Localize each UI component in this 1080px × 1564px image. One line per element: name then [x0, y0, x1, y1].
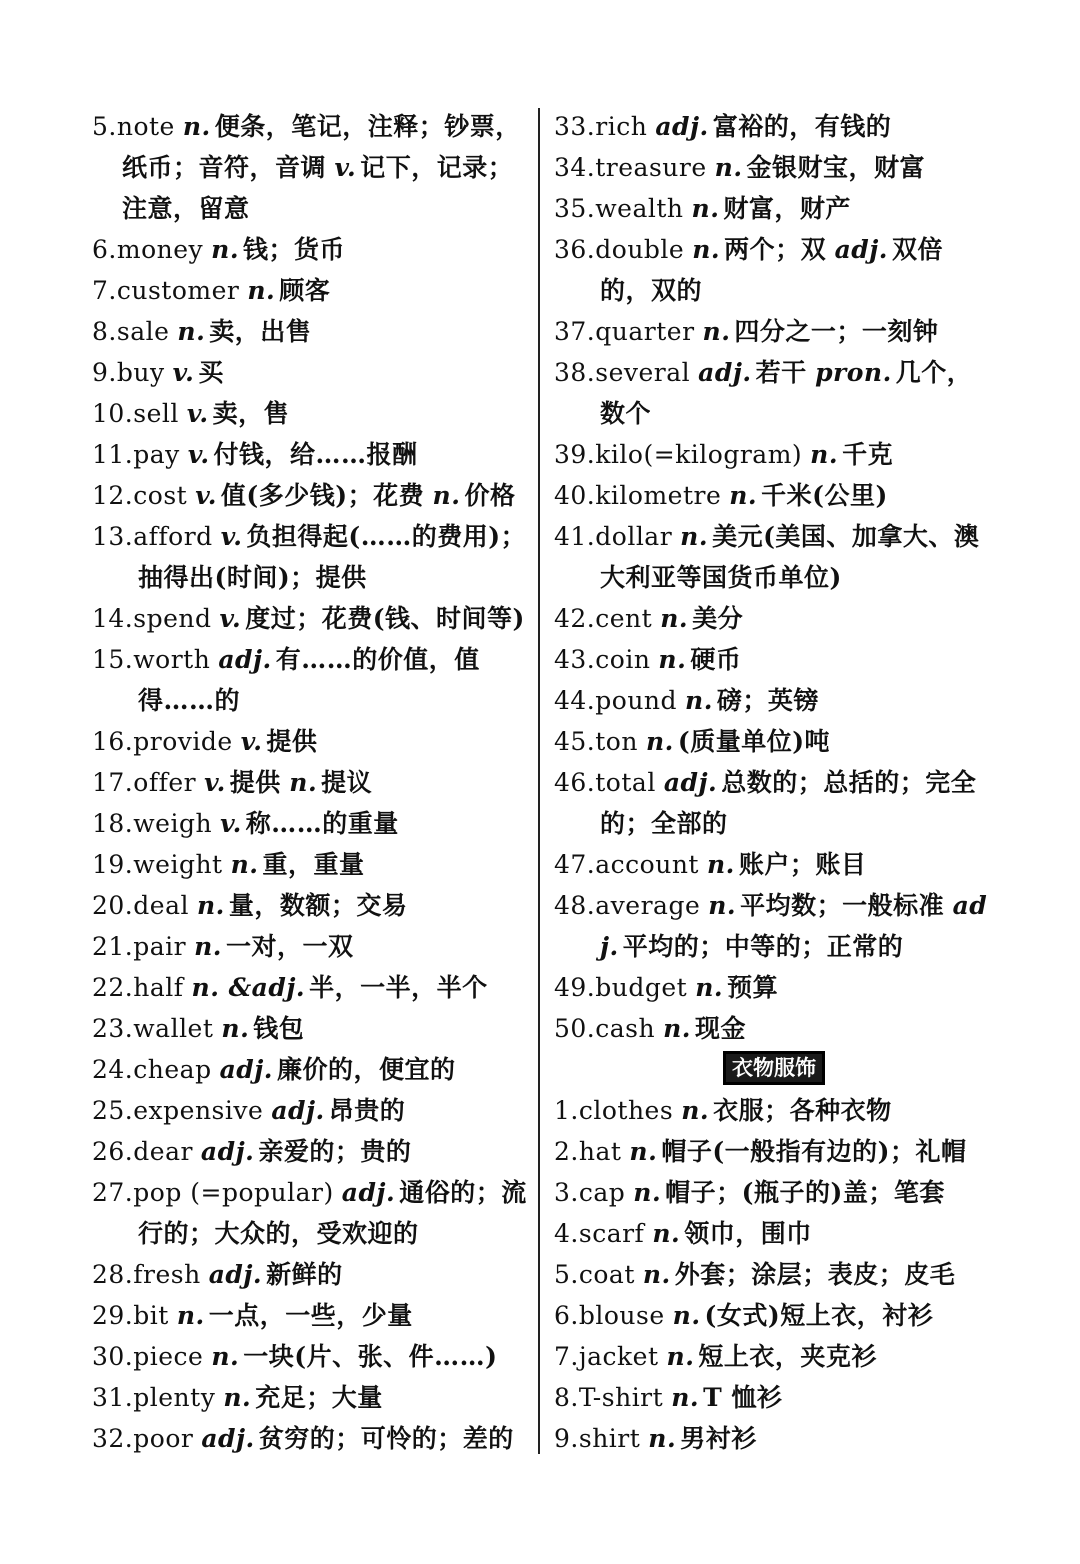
vocab-entry [92, 393, 532, 434]
entry-word: average [595, 891, 701, 920]
entry-word: wallet [133, 1014, 214, 1043]
entry-number: 49. [554, 973, 596, 1002]
entry-word: expensive [133, 1096, 264, 1125]
part-of-speech: adj. [271, 1096, 325, 1125]
part-of-speech: adj. [663, 768, 718, 797]
entry-number: 38. [554, 358, 596, 387]
entry-meaning: 顾客 [279, 276, 331, 305]
entry-meaning: 亲爱的；贵的 [258, 1137, 412, 1166]
entry-meaning: 钱包 [253, 1014, 305, 1043]
entry-meaning: T 恤衫 [703, 1383, 783, 1412]
vocab-entry [92, 598, 532, 639]
vocab-entry [554, 967, 994, 1008]
entry-word: treasure [595, 153, 707, 182]
part-of-speech: n. [194, 932, 223, 961]
vocab-entry [92, 1418, 532, 1459]
part-of-speech: n. [196, 891, 225, 920]
entry-meaning: 充足；大量 [255, 1383, 383, 1412]
vocab-entry [554, 1336, 994, 1377]
entry-meaning: 值(多少钱)；花费 [220, 481, 425, 510]
entry-meaning: 短上衣，夹克衫 [698, 1342, 877, 1371]
part-of-speech: n. [695, 973, 724, 1002]
part-of-speech: n. [714, 153, 743, 182]
entry-word: cost [133, 481, 188, 510]
part-of-speech: n. [671, 1383, 700, 1412]
part-of-speech: n. &adj. [191, 973, 306, 1002]
entry-meaning: 账户；账目 [738, 850, 867, 879]
entry-number: 27. [92, 1178, 134, 1207]
entry-meaning: 外套；涂层；表皮；皮毛 [674, 1260, 956, 1289]
entry-meaning: 预算 [727, 973, 779, 1002]
entry-number: 43. [554, 645, 596, 674]
entry-number: 9. [92, 358, 117, 387]
entry-word: dear [133, 1137, 193, 1166]
entry-word: kilo(=kilogram) [595, 440, 803, 469]
entry-meaning: 帽子；(瓶子的)盖；笔套 [665, 1178, 945, 1207]
entry-word: wealth [595, 194, 684, 223]
vocab-entry [92, 1377, 532, 1418]
entry-word: poor [133, 1424, 194, 1453]
entry-word: quarter [595, 317, 695, 346]
entry-number: 46. [554, 768, 596, 797]
entry-meaning: 半，一半，半个 [309, 973, 488, 1002]
entry-number: 26. [92, 1137, 134, 1166]
entry-word: cheap [133, 1055, 212, 1084]
entry-meaning: 四分之一；一刻钟 [734, 317, 939, 346]
entry-meaning: 度过；花费(钱、时间等) [245, 604, 525, 633]
part-of-speech: adj. [200, 1137, 255, 1166]
entry-word: buy [116, 358, 165, 387]
part-of-speech: n. [652, 1219, 681, 1248]
part-of-speech: n. [645, 727, 674, 756]
part-of-speech: n. [633, 1178, 662, 1207]
entry-word: deal [133, 891, 189, 920]
right-column [554, 106, 994, 1459]
part-of-speech: n. [642, 1260, 671, 1289]
vocab-entry [92, 926, 532, 967]
entry-number: 6. [92, 235, 117, 264]
entry-meaning: 卖，售 [212, 399, 290, 428]
entry-word: pay [133, 440, 180, 469]
entry-word: jacket [578, 1342, 659, 1371]
part-of-speech: n. [648, 1424, 677, 1453]
entry-meaning: 两个；双 [724, 235, 827, 264]
entry-meaning: 重，重量 [262, 850, 365, 879]
part-of-speech: adj. [201, 1424, 255, 1453]
entry-number: 22. [92, 973, 134, 1002]
entry-meaning: 金银财宝，财富 [746, 153, 926, 182]
entry-meaning: 便条，笔记，注释；钞票，纸币；音符，音调 [122, 112, 521, 182]
vocab-entry [92, 1090, 532, 1131]
entry-word: spend [133, 604, 212, 633]
part-of-speech: v. [220, 809, 242, 838]
part-of-speech: n. [810, 440, 839, 469]
entry-meaning: 富裕的，有钱的 [712, 112, 892, 141]
vocab-entry [92, 270, 532, 311]
entry-number: 37. [554, 317, 596, 346]
vocab-entry [554, 1213, 994, 1254]
part-of-speech: n. [672, 1301, 701, 1330]
entry-number: 5. [554, 1260, 579, 1289]
entry-meaning: 男衬衫 [680, 1424, 757, 1453]
part-of-speech: n. [691, 194, 720, 223]
part-of-speech: n. [708, 891, 737, 920]
vocab-entry [554, 1295, 994, 1336]
entry-number: 35. [554, 194, 596, 223]
entry-word: provide [133, 727, 233, 756]
vocab-entry [92, 1295, 532, 1336]
entry-number: 20. [92, 891, 134, 920]
entry-word: afford [133, 522, 213, 551]
entry-number: 23. [92, 1014, 134, 1043]
entry-word: cash [595, 1014, 656, 1043]
entry-number: 7. [554, 1342, 579, 1371]
entry-word: plenty [133, 1383, 216, 1412]
entry-number: 32. [92, 1424, 134, 1453]
entry-meaning: 一点，一些，少量 [208, 1301, 413, 1330]
part-of-speech: n. [706, 850, 735, 879]
vocab-entry [92, 844, 532, 885]
entry-word: bit [133, 1301, 169, 1330]
part-of-speech: n. [176, 1301, 205, 1330]
entry-word: worth [133, 645, 211, 674]
entry-word: double [595, 235, 685, 264]
entry-number: 48. [554, 891, 596, 920]
entry-word: T-shirt [578, 1383, 664, 1412]
part-of-speech: v. [204, 768, 226, 797]
vocab-entry [92, 434, 532, 475]
entry-word: hat [578, 1137, 622, 1166]
part-of-speech: v. [219, 604, 242, 633]
entry-word: note [116, 112, 175, 141]
vocab-entry [92, 106, 532, 229]
entry-number: 3. [554, 1178, 579, 1207]
entry-word: clothes [578, 1096, 674, 1125]
entry-word: sale [116, 317, 170, 346]
entry-number: 25. [92, 1096, 134, 1125]
entry-number: 14. [92, 604, 134, 633]
entry-number: 1. [554, 1096, 579, 1125]
entry-number: 42. [554, 604, 596, 633]
entry-number: 50. [554, 1014, 596, 1043]
entry-word: ton [595, 727, 638, 756]
vocab-entry [554, 639, 994, 680]
entry-word: scarf [578, 1219, 645, 1248]
entry-number: 36. [554, 235, 596, 264]
section-heading-clothing [554, 1049, 994, 1090]
vocab-entry [92, 1131, 532, 1172]
part-of-speech: n. [681, 1096, 710, 1125]
part-of-speech: adj. [834, 235, 889, 264]
entry-meaning: 若干 [755, 358, 807, 387]
vocab-entry [92, 1336, 532, 1377]
entry-word: blouse [578, 1301, 665, 1330]
vocab-entry [554, 1131, 994, 1172]
part-of-speech: n. [432, 481, 461, 510]
vocab-entry [92, 475, 532, 516]
entry-number: 44. [554, 686, 596, 715]
entry-word: several [595, 358, 691, 387]
vocab-entry [554, 1254, 994, 1295]
part-of-speech: n. [658, 645, 687, 674]
entry-word: pound [595, 686, 678, 715]
part-of-speech: n. [729, 481, 758, 510]
part-of-speech: n. [680, 522, 709, 551]
part-of-speech: n. [666, 1342, 695, 1371]
part-of-speech: n. [692, 235, 721, 264]
entry-meaning: 通俗的；流行的；大众的，受欢迎的 [138, 1178, 527, 1248]
vocab-entry [554, 885, 994, 967]
entry-word: sell [133, 399, 179, 428]
entry-number: 41. [554, 522, 596, 551]
entry-word: account [595, 850, 699, 879]
part-of-speech: n. [663, 1014, 691, 1043]
vocab-entry [554, 516, 994, 598]
entry-word: coat [578, 1260, 635, 1289]
vocab-entry [92, 1049, 532, 1090]
entry-number: 34. [554, 153, 596, 182]
vocab-entry [554, 475, 994, 516]
entry-meaning: 美分 [692, 604, 744, 633]
part-of-speech: n. [177, 317, 206, 346]
part-of-speech: n. [182, 112, 211, 141]
vocab-entry [92, 639, 532, 721]
part-of-speech: adj. [219, 1055, 274, 1084]
entry-meaning: 帽子(一般指有边的)；礼帽 [661, 1137, 967, 1166]
entry-number: 16. [92, 727, 134, 756]
entry-number: 12. [92, 481, 134, 510]
entry-number: 28. [92, 1260, 134, 1289]
entry-word: pair [133, 932, 187, 961]
entry-meaning: 有……的价值，值得……的 [138, 645, 480, 715]
entry-word: weigh [133, 809, 213, 838]
entry-number: 45. [554, 727, 596, 756]
vocab-entry [92, 1172, 532, 1254]
part-of-speech: adj. [698, 358, 752, 387]
vocab-entry [554, 188, 994, 229]
entry-meaning: 总数的；总括的；完全的；全部的 [600, 768, 977, 838]
entry-meaning: 昂贵的 [328, 1096, 406, 1125]
vocab-entry [92, 352, 532, 393]
entry-word: half [133, 973, 184, 1002]
entry-number: 10. [92, 399, 134, 428]
entry-word: piece [133, 1342, 204, 1371]
entry-number: 11. [92, 440, 134, 469]
vocab-entry [554, 434, 994, 475]
left-column [92, 106, 532, 1459]
entry-meaning: 提供 [266, 727, 318, 756]
vocab-entry [554, 106, 994, 147]
vocab-entry [92, 1008, 532, 1049]
part-of-speech: n. [660, 604, 689, 633]
entry-word: kilometre [595, 481, 722, 510]
part-of-speech: n. [702, 317, 731, 346]
entry-number: 40. [554, 481, 596, 510]
entry-number: 21. [92, 932, 134, 961]
part-of-speech: n. [629, 1137, 658, 1166]
entry-number: 33. [554, 112, 596, 141]
entry-number: 39. [554, 440, 596, 469]
vocab-entry [554, 229, 994, 311]
part-of-speech: v. [195, 481, 217, 510]
entry-meaning: 价格 [464, 481, 516, 510]
part-of-speech: v. [240, 727, 263, 756]
entry-meaning: 一块(片、张、件……) [243, 1342, 498, 1371]
entry-number: 30. [92, 1342, 134, 1371]
part-of-speech: pron. [815, 358, 892, 387]
entry-word: money [116, 235, 204, 264]
entry-word: coin [595, 645, 651, 674]
entry-meaning: 美元(美国、加拿大、澳大利亚等国货币单位) [600, 522, 980, 592]
entry-meaning: 钱；货币 [243, 235, 346, 264]
entry-meaning: 称……的重量 [245, 809, 399, 838]
part-of-speech: adj. [655, 112, 709, 141]
entry-meaning: 新鲜的 [266, 1260, 343, 1289]
part-of-speech: v. [334, 153, 357, 182]
entry-meaning: 付钱，给……报酬 [213, 440, 418, 469]
entry-word: customer [116, 276, 240, 305]
vocab-entry [554, 352, 994, 434]
part-of-speech: adj. [341, 1178, 396, 1207]
vocab-entry [92, 803, 532, 844]
vocab-entry [554, 311, 994, 352]
entry-number: 19. [92, 850, 134, 879]
vocab-entry [554, 680, 994, 721]
vocab-entry [554, 1172, 994, 1213]
part-of-speech: adj. [600, 891, 988, 961]
vocab-entry [92, 516, 532, 598]
entry-meaning: 买 [198, 358, 224, 387]
entry-meaning: 双倍的，双的 [600, 235, 944, 305]
part-of-speech: n. [685, 686, 713, 715]
vocab-entry [92, 885, 532, 926]
part-of-speech: adj. [218, 645, 272, 674]
entry-word: rich [595, 112, 648, 141]
vocab-entry [554, 1418, 994, 1459]
entry-meaning: 磅；英镑 [716, 686, 819, 715]
entry-meaning: 贫穷的；可怜的；差的 [258, 1424, 514, 1453]
vocab-entry [554, 147, 994, 188]
vocab-entry [92, 311, 532, 352]
entry-meaning: 记下，记录；注意，留意 [122, 153, 514, 223]
part-of-speech: v. [187, 440, 210, 469]
vocab-entry [554, 598, 994, 639]
entry-word: shirt [578, 1424, 641, 1453]
entry-word: weight [133, 850, 223, 879]
vocab-entry [554, 844, 994, 885]
vocab-entry [92, 762, 532, 803]
entry-meaning: 衣服；各种衣物 [713, 1096, 892, 1125]
entry-meaning: 平均的；中等的；正常的 [622, 932, 904, 961]
vocab-entry [92, 721, 532, 762]
entry-meaning: 千克 [842, 440, 894, 469]
part-of-speech: n. [289, 768, 318, 797]
entry-number: 31. [92, 1383, 134, 1412]
entry-meaning: 硬币 [690, 645, 742, 674]
entry-meaning: 负担得起(……的费用)；抽得出(时间)；提供 [138, 522, 527, 592]
entry-word: offer [133, 768, 197, 797]
vocab-entry [554, 1377, 994, 1418]
entry-word: pop (=popular) [133, 1178, 334, 1207]
entry-meaning: 平均数；一般标准 [740, 891, 945, 920]
entry-number: 15. [92, 645, 134, 674]
entry-number: 2. [554, 1137, 579, 1166]
entry-meaning: 提议 [321, 768, 373, 797]
entry-meaning: 卖，出售 [209, 317, 312, 346]
entry-number: 7. [92, 276, 117, 305]
vocab-entry [554, 762, 994, 844]
section-title: 衣物服饰 [724, 1052, 824, 1084]
entry-word: budget [595, 973, 688, 1002]
entry-number: 5. [92, 112, 117, 141]
entry-number: 9. [554, 1424, 579, 1453]
vocab-entry [92, 1254, 532, 1295]
part-of-speech: n. [211, 235, 240, 264]
entry-number: 18. [92, 809, 134, 838]
part-of-speech: n. [223, 1383, 252, 1412]
entry-number: 6. [554, 1301, 579, 1330]
entry-meaning: 领巾，围巾 [684, 1219, 812, 1248]
vocab-entry [554, 721, 994, 762]
entry-meaning: (女式)短上衣，衬衫 [704, 1301, 934, 1330]
entry-meaning: 量，数额；交易 [228, 891, 408, 920]
entry-number: 29. [92, 1301, 134, 1330]
entry-meaning: 现金 [695, 1014, 747, 1043]
vocab-entry [92, 229, 532, 270]
part-of-speech: v. [172, 358, 195, 387]
entry-number: 13. [92, 522, 134, 551]
vocab-entry [554, 1008, 994, 1049]
entry-word: total [595, 768, 656, 797]
part-of-speech: v. [220, 522, 243, 551]
part-of-speech: adj. [208, 1260, 263, 1289]
entry-meaning: 提供 [229, 768, 281, 797]
entry-number: 24. [92, 1055, 134, 1084]
part-of-speech: n. [211, 1342, 240, 1371]
entry-meaning: 财富，财产 [723, 194, 851, 223]
entry-number: 8. [554, 1383, 579, 1412]
part-of-speech: n. [247, 276, 276, 305]
entry-meaning: 千米(公里) [761, 481, 888, 510]
column-divider [538, 108, 540, 1454]
vocab-entry [92, 967, 532, 1008]
entry-word: fresh [133, 1260, 201, 1289]
entry-meaning: 一对，一双 [226, 932, 354, 961]
entry-word: cap [578, 1178, 626, 1207]
part-of-speech: n. [221, 1014, 250, 1043]
entry-meaning: (质量单位)吨 [677, 727, 831, 756]
vocab-entry [554, 1090, 994, 1131]
clothing-entries [554, 1090, 994, 1459]
entry-word: dollar [595, 522, 673, 551]
entry-meaning: 廉价的，便宜的 [277, 1055, 456, 1084]
entry-number: 8. [92, 317, 117, 346]
part-of-speech: v. [186, 399, 209, 428]
money-entries [554, 106, 994, 1049]
entry-meaning: 几个，数个 [600, 358, 973, 428]
part-of-speech: n. [230, 850, 259, 879]
entry-number: 17. [92, 768, 134, 797]
entry-number: 4. [554, 1219, 579, 1248]
entry-word: cent [595, 604, 653, 633]
entry-number: 47. [554, 850, 596, 879]
